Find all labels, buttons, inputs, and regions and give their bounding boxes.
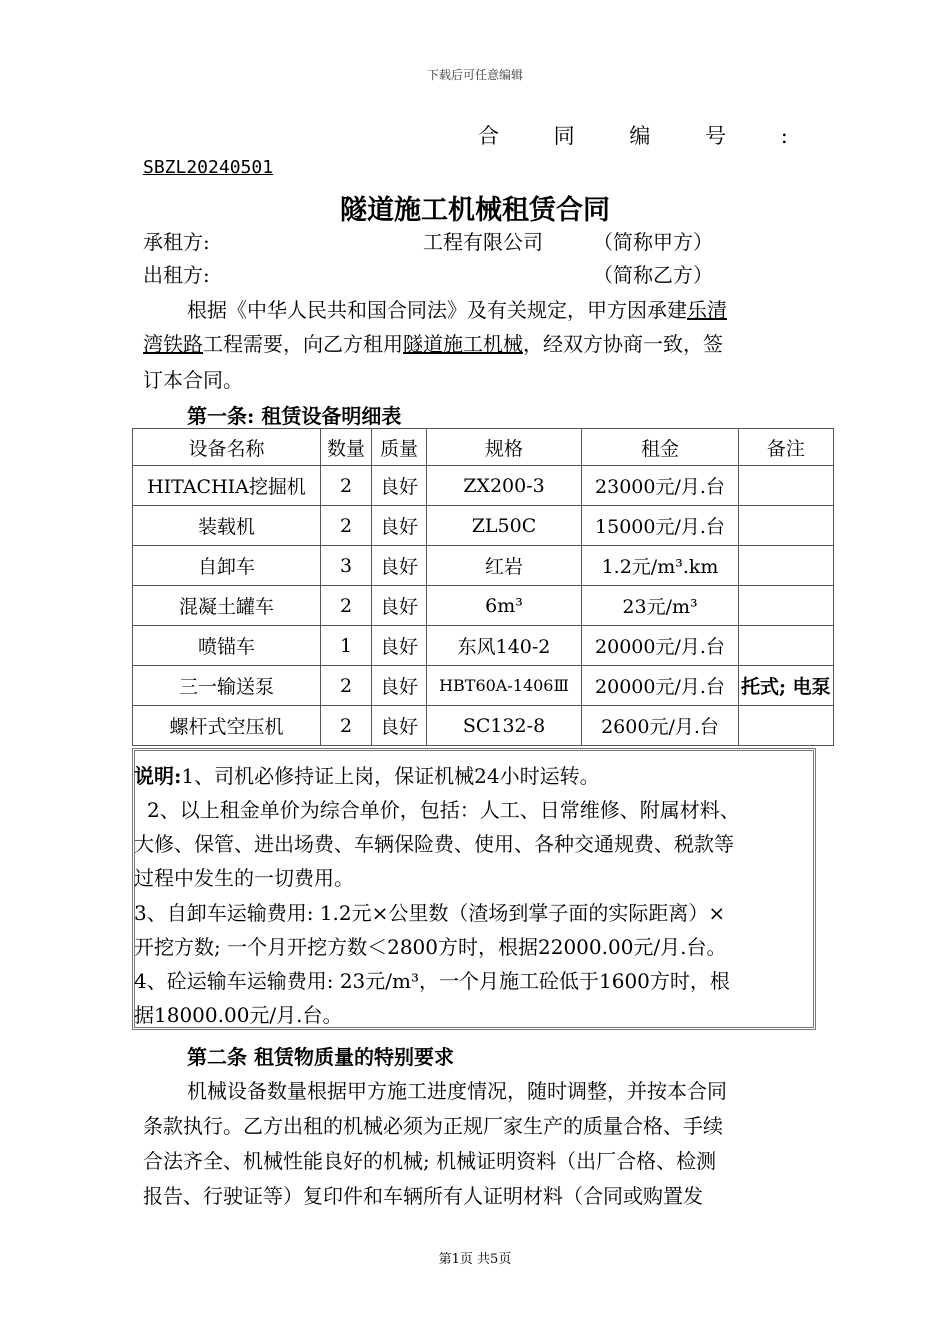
lessee-company: 工程有限公司 (423, 230, 543, 254)
rent: 2600元/月.台 (582, 706, 739, 746)
note-line-8: 据18000.00元/月.台。 (134, 1003, 343, 1027)
note-line-2: 2、以上租金单价为综合单价，包括：人工、日常维修、附属材料、 (147, 798, 740, 822)
article-2-line-1: 机械设备数量根据甲方施工进度情况，随时调整，并按本合同 (187, 1079, 727, 1103)
rent: 20000元/月.台 (582, 666, 739, 706)
quantity: 2 (321, 666, 372, 706)
note-line-6: 开挖方数; 一个月开挖方数＜2800方时，根据22000.00元/月.台。 (134, 935, 727, 959)
note-line-7: 4、砼运输车运输费用: 23元/m³，一个月施工砼低于1600方时，根 (134, 969, 730, 993)
lessor-alias: （简称乙方） (593, 263, 713, 287)
remark (739, 506, 834, 546)
quantity: 1 (321, 626, 372, 666)
quantity: 3 (321, 546, 372, 586)
intro-line-1 (187, 294, 727, 323)
spec: 东风140-2 (427, 626, 582, 666)
rent: 23000元/月.台 (582, 466, 739, 506)
quality: 良好 (372, 586, 427, 626)
page-footer: 第1页 共5页 (438, 1252, 512, 1267)
spec: ZL50C (427, 506, 582, 546)
remark (739, 586, 834, 626)
article-2-line-3: 合法齐全、机械性能良好的机械; 机械证明资料（出厂合格、检测 (143, 1149, 717, 1173)
header-cell: 规格 (427, 429, 582, 466)
header-cell: 租金 (582, 429, 739, 466)
note-line-1 (134, 760, 600, 789)
note-line-3: 大修、保管、进出场费、车辆保险费、使用、各种交通规费、税款等 (134, 832, 734, 856)
rental-item: 隧道施工机械 (403, 332, 523, 356)
remark (739, 546, 834, 586)
remark (739, 626, 834, 666)
equipment-name: 装载机 (133, 506, 321, 546)
lessor-label: 出租方: (143, 263, 210, 287)
equipment-table (132, 428, 834, 746)
quantity: 2 (321, 706, 372, 746)
rent: 23元/m³ (582, 586, 739, 626)
article-2-title: 第二条 租赁物质量的特别要求 (187, 1045, 454, 1069)
remark (739, 706, 834, 746)
project-name-part2: 湾铁路 (143, 332, 203, 356)
equipment-name: 三一输送泵 (133, 666, 321, 706)
quality: 良好 (372, 666, 427, 706)
article-1-title: 第一条: 租赁设备明细表 (187, 404, 402, 428)
quality: 良好 (372, 466, 427, 506)
intro-text: 根据《中华人民共和国合同法》及有关规定，甲方因承建 (187, 298, 687, 322)
table-row (133, 586, 834, 626)
equipment-name: 自卸车 (133, 546, 321, 586)
note-text: 1、司机必修持证上岗，保证机械24小时运转。 (181, 764, 600, 788)
table-row (133, 466, 834, 506)
quality: 良好 (372, 626, 427, 666)
table-row (133, 706, 834, 746)
project-name-part1: 乐清 (687, 298, 727, 322)
notes-label: 说明: (134, 764, 182, 788)
quantity: 2 (321, 506, 372, 546)
spec: SC132-8 (427, 706, 582, 746)
lessee-alias: （简称甲方） (593, 230, 713, 254)
contract-code: SBZL20240501 (143, 157, 274, 178)
table-row (133, 546, 834, 586)
quality: 良好 (372, 706, 427, 746)
table-header-row (133, 429, 834, 466)
header-cell: 备注 (739, 429, 834, 466)
table-row (133, 506, 834, 546)
remark: 托式; 电泵 (739, 666, 834, 706)
remark (739, 466, 834, 506)
spec: HBT60A-1406Ⅲ (427, 666, 582, 706)
rent: 15000元/月.台 (582, 506, 739, 546)
spec: ZX200-3 (427, 466, 582, 506)
header-cell: 质量 (372, 429, 427, 466)
header-note: 下载后可任意编辑 (426, 68, 523, 82)
document-title: 隧道施工机械租赁合同 (340, 195, 610, 226)
intro-text: ，经双方协商一致，签 (523, 332, 723, 356)
quantity: 2 (321, 466, 372, 506)
spec: 红岩 (427, 546, 582, 586)
note-line-4: 过程中发生的一切费用。 (134, 866, 354, 890)
spec: 6m³ (427, 586, 582, 626)
intro-text: 工程需要，向乙方租用 (203, 332, 403, 356)
header-cell: 设备名称 (133, 429, 321, 466)
table-row (133, 626, 834, 666)
equipment-name: 混凝土罐车 (133, 586, 321, 626)
equipment-name: 喷锚车 (133, 626, 321, 666)
table-row (133, 666, 834, 706)
header-cell: 数量 (321, 429, 372, 466)
quality: 良好 (372, 546, 427, 586)
lessee-label: 承租方: (143, 230, 210, 254)
rent: 1.2元/m³.km (582, 546, 739, 586)
article-2-line-4: 报告、行驶证等）复印件和车辆所有人证明材料（合同或购置发 (143, 1184, 703, 1208)
quantity: 2 (321, 586, 372, 626)
rent: 20000元/月.台 (582, 626, 739, 666)
intro-line-3: 订本合同。 (143, 368, 243, 392)
article-2-line-2: 条款执行。乙方出租的机械必须为正规厂家生产的质量合格、手续 (143, 1114, 723, 1138)
equipment-name: HITACHIA挖掘机 (133, 466, 321, 506)
equipment-name: 螺杆式空压机 (133, 706, 321, 746)
intro-line-2 (143, 328, 723, 357)
quality: 良好 (372, 506, 427, 546)
contract-number-label: 合 同 编 号 : (478, 124, 812, 148)
note-line-5: 3、自卸车运输费用: 1.2元×公里数（渣场到掌子面的实际距离）× (134, 901, 726, 925)
